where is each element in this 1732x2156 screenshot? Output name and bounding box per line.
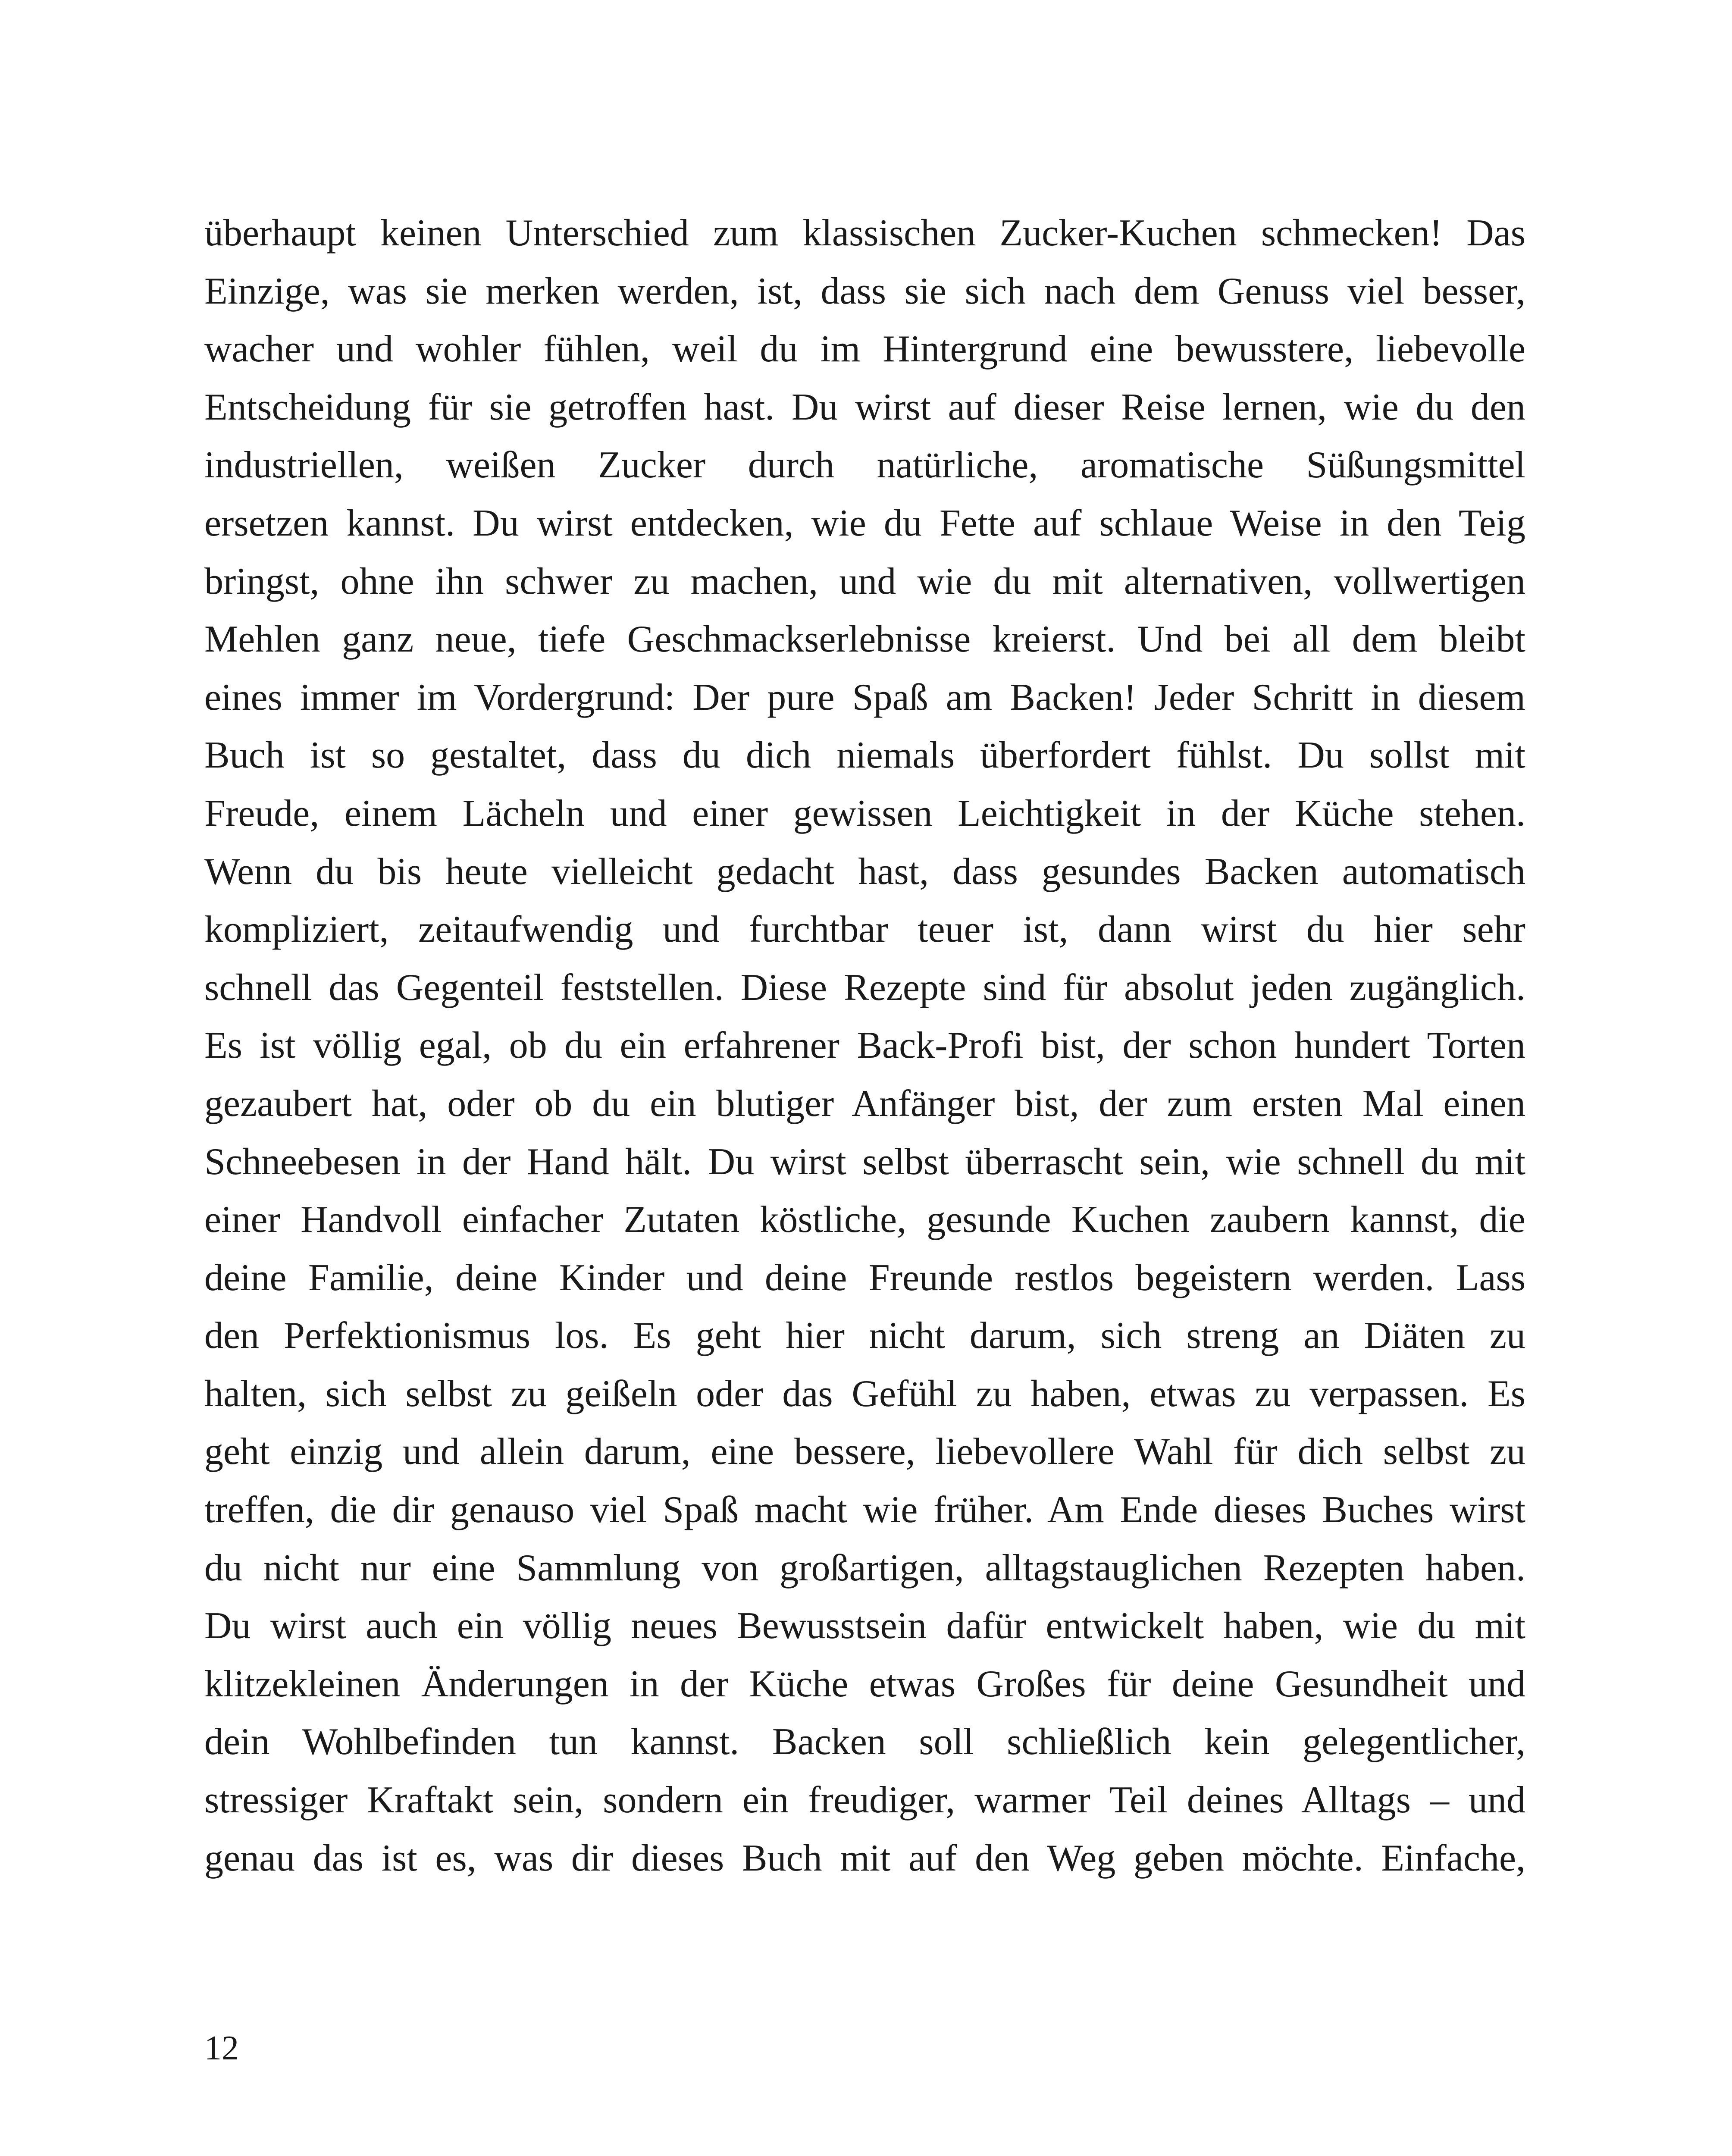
text-line: schnell das Gegenteil feststellen. Diese Rezepte sind für absolut jeden zugänglich. [204,966,1525,1009]
page-number: 12 [204,2029,239,2067]
text-line: geht einzig und allein darum, eine bessere, liebevollere Wahl für dich selbst zu [204,1431,1525,1473]
text-line: eines immer im Vordergrund: Der pure Spaß am Backen! Jeder Schritt in diesem [204,676,1525,718]
text-line: den Perfektionismus los. Es geht hier nicht darum, sich streng an Diäten zu [204,1315,1525,1357]
body-paragraph [204,204,1525,1887]
text-line: überhaupt keinen Unterschied zum klassischen Zucker-Kuchen schmecken! Das [204,212,1525,254]
text-line: Du wirst auch ein völlig neues Bewusstsein dafür entwickelt haben, wie du mit [204,1605,1525,1647]
text-line: genau das ist es, was dir dieses Buch mit auf den Weg geben möchte. Einfache, [204,1837,1525,1879]
text-line: Mehlen ganz neue, tiefe Geschmackserlebnisse kreierst. Und bei all dem bleibt [204,618,1525,661]
text-line: dein Wohlbefinden tun kannst. Backen soll schließlich kein gelegentlicher, [204,1721,1525,1763]
text-line: deine Familie, deine Kinder und deine Freunde restlos begeistern werden. Lass [204,1257,1525,1299]
text-line: Entscheidung für sie getroffen hast. Du wirst auf dieser Reise lernen, wie du den [204,386,1525,428]
text-line: Wenn du bis heute vielleicht gedacht hast, dass gesundes Backen automatisch [204,850,1525,893]
text-line: Buch ist so gestaltet, dass du dich niemals überfordert fühlst. Du sollst mit [204,734,1525,777]
text-line: wacher und wohler fühlen, weil du im Hintergrund eine bewusstere, liebevolle [204,328,1525,370]
text-line: kompliziert, zeitaufwendig und furchtbar teuer ist, dann wirst du hier sehr [204,909,1525,951]
text-line: stressiger Kraftakt sein, sondern ein freudiger, warmer Teil deines Alltags – und [204,1779,1525,1821]
text-line: ersetzen kannst. Du wirst entdecken, wie du Fette auf schlaue Weise in den Teig [204,502,1525,544]
text-line: industriellen, weißen Zucker durch natürliche, aromatische Süßungsmittel [204,444,1525,486]
text-line: einer Handvoll einfacher Zutaten köstliche, gesunde Kuchen zaubern kannst, die [204,1199,1525,1241]
text-line: Schneebesen in der Hand hält. Du wirst selbst überrascht sein, wie schnell du mit [204,1141,1525,1183]
text-line: gezaubert hat, oder ob du ein blutiger Anfänger bist, der zum ersten Mal einen [204,1082,1525,1125]
text-line: halten, sich selbst zu geißeln oder das Gefühl zu haben, etwas zu verpassen. Es [204,1373,1525,1415]
text-line: klitzekleinen Änderungen in der Küche etwas Großes für deine Gesundheit und [204,1663,1525,1705]
text-line: Einzige, was sie merken werden, ist, dass sie sich nach dem Genuss viel besser, [204,270,1525,312]
text-line: treffen, die dir genauso viel Spaß macht wie früher. Am Ende dieses Buches wirst [204,1489,1525,1531]
text-line: du nicht nur eine Sammlung von großartigen, alltagstauglichen Rezepten haben. [204,1547,1525,1589]
text-line: Freude, einem Lächeln und einer gewissen Leichtigkeit in der Küche stehen. [204,792,1525,834]
text-line: bringst, ohne ihn schwer zu machen, und wie du mit alternativen, vollwertigen [204,560,1525,602]
text-line: Es ist völlig egal, ob du ein erfahrener Back-Profi bist, der schon hundert Torten [204,1025,1525,1067]
